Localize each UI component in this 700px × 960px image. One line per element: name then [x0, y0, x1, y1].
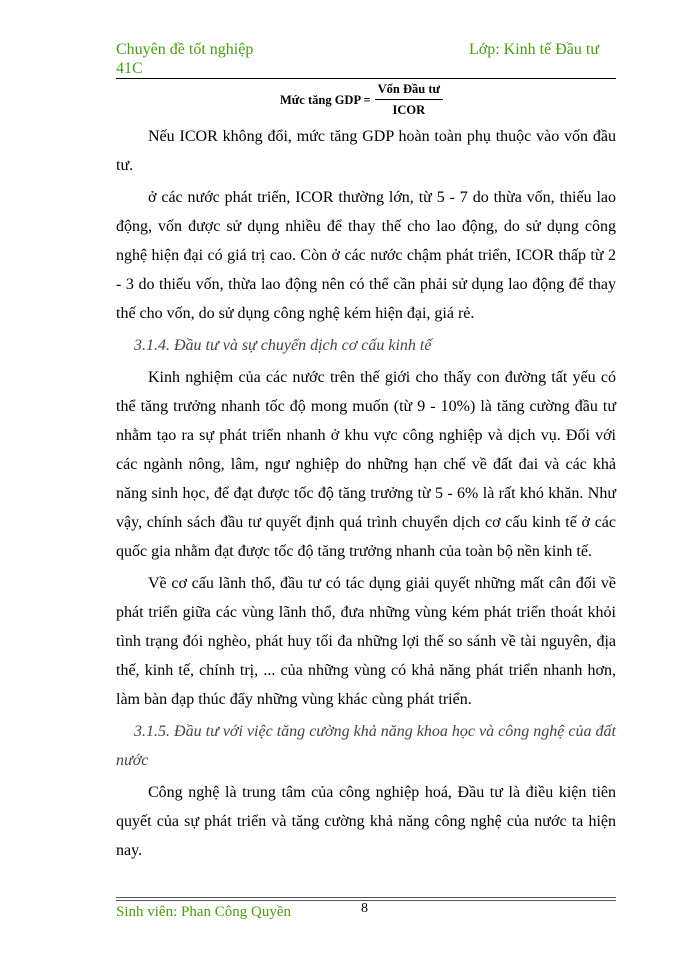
- formula-lhs: Mức tăng GDP =: [280, 92, 371, 107]
- page-number: 8: [361, 901, 368, 916]
- header-topic: Chuyên đề tốt nghiệp: [116, 41, 254, 58]
- section-heading: 3.1.5. Đầu tư với việc tăng cường khả năng khoa học và công nghệ của đất nước: [116, 723, 616, 769]
- formula-numerator: Vốn Đầu tư: [375, 82, 443, 100]
- section-heading: 3.1.4. Đầu tư và sự chuyển dịch cơ cấu kinh tế: [134, 337, 432, 354]
- paragraph: Về cơ cấu lãnh thổ, đầu tư có tác dụng giải quyết những mất cân đối về phát triển giữa các vùng lãnh thổ, đưa những vùng kém phát triển thoát khỏi tình trạng đói nghèo, phát huy tối đa những lợi thế so sánh về tài nguyên, địa thế, kinh tế, chính trị, ... của những vùng có khả năng phát triển nhanh hơn, làm bàn đạp thúc đẩy những vùng khác cùng phát triển.: [116, 575, 616, 708]
- formula-denominator: ICOR: [392, 103, 426, 117]
- footer-student: Sinh viên: Phan Công Quyền: [116, 904, 291, 920]
- header-class: Lớp: Kinh tế Đầu tư: [469, 41, 599, 58]
- paragraph: Công nghệ là trung tâm của công nghiệp hoá, Đầu tư là điều kiện tiên quyết của sự phát triển và tăng cường khả năng công nghệ của nước ta hiện nay.: [116, 784, 616, 859]
- paragraph: Nếu ICOR không đổi, mức tăng GDP hoàn toàn phụ thuộc vào vốn đầu tư.: [116, 128, 616, 174]
- formula-fraction: [375, 82, 443, 118]
- paragraph: ở các nước phát triển, ICOR thường lớn, từ 5 - 7 do thừa vốn, thiếu lao động, vốn được sử dụng nhiều để thay thế cho lao động, do sử dụng công nghệ hiện đại có giá trị cao. Còn ở các nước chậm phát triển, ICOR thấp từ 2 - 3 do thiếu vốn, thừa lao động nên có thể cần phải sử dụng lao động để thay thế cho vốn, do sử dụng công nghệ kém hiện đại, giá rẻ.: [116, 189, 616, 322]
- formula: [280, 82, 443, 118]
- paragraph: Kinh nghiệm của các nước trên thế giới cho thấy con đường tất yếu có thể tăng trưởng nhanh tốc độ mong muốn (từ 9 - 10%) là tăng cường đầu tư nhằm tạo ra sự phát triển nhanh ở khu vực công nghiệp và dịch vụ. Đối với các ngành nông, lâm, ngư nghiệp do những hạn chế về đất đai và các khả năng sinh học, để đạt được tốc độ tăng trưởng từ 5 - 6% là rất khó khăn. Như vậy, chính sách đầu tư quyết định quá trình chuyển dịch cơ cấu kinh tế ở các quốc gia nhằm đạt được tốc độ tăng trưởng nhanh của toàn bộ nền kinh tế.: [116, 369, 616, 560]
- header-class-code: 41C: [116, 60, 143, 77]
- header-left: [116, 40, 253, 78]
- body-text: [116, 122, 616, 865]
- header-rule: [116, 78, 616, 79]
